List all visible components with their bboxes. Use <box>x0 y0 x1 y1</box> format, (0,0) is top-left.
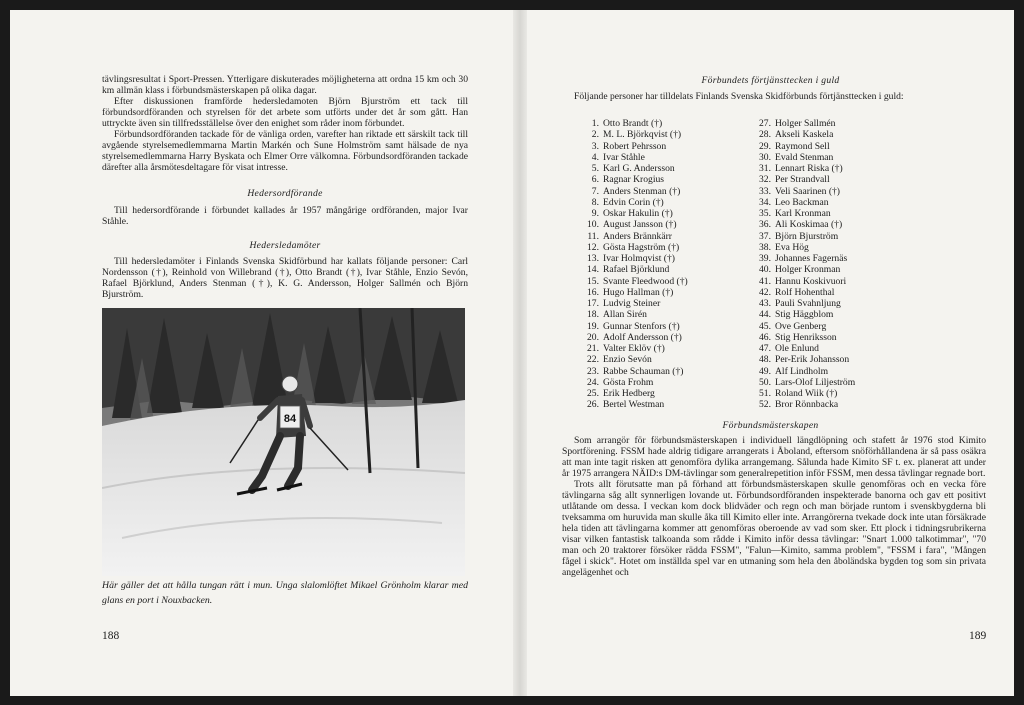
roster-number: 32. <box>759 174 771 186</box>
masterskapen-text-block <box>562 435 986 578</box>
roster-name: Eva Hög <box>775 241 809 253</box>
paragraph-hedersordforande <box>102 205 468 227</box>
roster-number: 36. <box>759 219 771 231</box>
roster-name: Lennart Riska (†) <box>775 163 843 174</box>
roster-name: Hannu Koskivuori <box>775 275 847 287</box>
roster-number: 17. <box>587 298 599 309</box>
book-spread <box>10 10 1014 696</box>
roster-name: Ivar Holmqvist (†) <box>603 253 675 264</box>
roster-name: Karl Kronman <box>775 208 831 219</box>
roster-item <box>749 309 855 320</box>
roster-item <box>577 141 688 152</box>
heading-fortjansttecken: Förbundets förtjänsttecken i guld <box>701 75 840 86</box>
roster-item <box>749 343 855 354</box>
heading-forbundsmasterskapen: Förbundsmästerskapen <box>722 420 819 431</box>
roster-item <box>749 399 855 410</box>
roster-item <box>577 186 688 197</box>
roster-number: 22. <box>587 354 599 366</box>
fortjansttecken-text: Följande personer har tilldelats Finlands Svenska Skidförbunds förtjänsttecken i guld: <box>574 91 904 102</box>
roster-item <box>749 152 855 163</box>
roster-name: Gunnar Stenfors (†) <box>603 320 680 332</box>
roster-item <box>577 321 688 332</box>
roster-name: Robert Pehrsson <box>603 140 667 152</box>
masterskapen-paragraph-2: Trots allt förutsatte man på förhand att förbundsmästerskapen skulle genomföras och en vecka före tävlingarna såg allt synnerligen lovande ut. Förbundsordföranden inspekterade banorna och gav ett positivt utlåtande om dessa. I veckan kom dock blidväder och regn och man började runtom i svenskbygderna bli tveksamma om huruvida man skulle åka till Kimito eller inte. Arrangörerna tvekade dock inte utan försäkrade hela tiden att tävlingarna kommer att genomföras oberoende av vad som sker. Ett plock i tidningsrubrikerna visar vilken fantastisk talkoanda som rådde i Kimito inför dessa tävlingar: "Snart 1.000 talkotimmar", "70 man och 20 traktorer försöker rädda FSSM", "Falun—Kimito, samma problem", "FSSM i fara", "Mången fågel i skick". Hotet om inställda spel var en utmaning som hela den åboländska bygden tog som sin privata angelägenhet och <box>562 479 986 578</box>
roster-name: Holger Sallmén <box>775 118 836 129</box>
roster-number: 18. <box>587 309 599 321</box>
roster-item <box>749 163 855 174</box>
roster-number: 48. <box>759 354 771 366</box>
roster-item <box>749 377 855 388</box>
roster-item <box>577 276 688 287</box>
roster-name: Enzio Sevón <box>603 354 652 366</box>
heading-hedersledamoter: Hedersledamöter <box>249 240 321 251</box>
roster-item <box>749 197 855 208</box>
roster-number: 28. <box>759 129 771 141</box>
roster-number: 30. <box>759 151 771 163</box>
intro-paragraph-1: tävlingsresultat i Sport-Pressen. Ytterligare diskuterades möjligheterna att ordna 15 km och 30 km allmän klass i förbundsmästerskapen på olika dagar. <box>102 74 468 96</box>
roster-name: Leo Backman <box>775 196 829 208</box>
roster-name: Evald Stenman <box>775 151 834 163</box>
roster-number: 1. <box>591 118 599 129</box>
roster-number: 13. <box>587 253 599 264</box>
roster-name: Gösta Frohm <box>603 376 654 388</box>
roster-number: 4. <box>591 151 599 163</box>
roster-number: 2. <box>591 129 599 141</box>
roster-name: Oskar Hakulin (†) <box>603 208 673 219</box>
roster-item <box>577 264 688 275</box>
roster-number: 46. <box>759 331 771 343</box>
roster-number: 7. <box>591 185 599 197</box>
roster-number: 10. <box>587 219 599 231</box>
hedersledamoter-text: Till hedersledamöter i Finlands Svenska Skidförbund har kallats följande personer: Carl Nordensson (†), Reinhold von Willebrand (†), Otto Brandt (†), Ivar Ståhle, Enzio Sevón, Rafael Björklund, Anders Stenman (†), K. G. Andersson, Holger Sallmén och Björn Bjurström. <box>102 256 468 300</box>
roster-name: M. L. Björkqvist (†) <box>603 129 682 141</box>
roster-number: 29. <box>759 140 771 152</box>
roster-item <box>577 332 688 343</box>
roster-number: 50. <box>759 376 771 388</box>
roster-item <box>749 242 855 253</box>
roster-number: 34. <box>759 196 771 208</box>
roster-number: 40. <box>759 264 771 276</box>
roster-number: 35. <box>759 208 771 219</box>
intro-paragraph-2: Efter diskussionen framförde hedersledamoten Björn Bjurström ett tack till förbundsordföranden och styrelsen för det arbete som utförts under det år som gått. Han uttryckte även sin tillfredsställelse över den enighet som råder inom förbundet. <box>102 96 468 129</box>
roster-column-left <box>577 118 688 411</box>
roster-item <box>577 219 688 230</box>
roster-item <box>577 366 688 377</box>
roster-number: 25. <box>587 388 599 399</box>
roster-number: 14. <box>587 264 599 276</box>
page-number-right: 189 <box>969 630 987 642</box>
page-number-left: 188 <box>102 630 120 642</box>
roster-item <box>577 377 688 388</box>
roster-name: Anders Brännkärr <box>603 230 672 242</box>
roster-item <box>577 208 688 219</box>
roster-name: Hugo Hallman (†) <box>603 286 674 298</box>
roster-item <box>577 118 688 129</box>
roster-item <box>749 186 855 197</box>
roster-number: 16. <box>587 286 599 298</box>
roster-name: Raymond Sell <box>775 140 830 152</box>
roster-number: 41. <box>759 275 771 287</box>
roster-name: Otto Brandt (†) <box>603 118 663 129</box>
roster-name: Roland Wiik (†) <box>775 388 838 399</box>
roster-item <box>577 129 688 140</box>
roster-name: Edvin Corin (†) <box>603 196 664 208</box>
bib-number: 84 <box>283 413 297 425</box>
roster-item <box>749 366 855 377</box>
paragraph-fortjansttecken <box>562 91 986 102</box>
roster-name: Johannes Fagernäs <box>775 253 848 264</box>
roster-name: August Jansson (†) <box>603 219 677 231</box>
roster-name: Bertel Westman <box>603 399 665 411</box>
roster-item <box>577 174 688 185</box>
roster-name: Björn Bjurström <box>775 230 839 242</box>
roster-number: 19. <box>587 320 599 332</box>
roster-number: 37. <box>759 230 771 242</box>
roster-item <box>749 388 855 399</box>
roster-number: 12. <box>587 241 599 253</box>
masterskapen-paragraph-1: Som arrangör för förbundsmästerskapen i individuell längdlöpning och stafett år 1976 stod Kimito Sportförening. FSSM hade aldrig tidigare arrangerats i Åboland, eftersom snöförhållandena är så pass osäkra att man inte tagit risken att genomföra dylika arrangemang. Sålunda hade Kimito SF t. ex. planerat att under år 1975 arrangera NÄID:s DM-tävlingar som generalrepetition inför FSSM, men dessa tävlingar regnade bort. <box>562 435 986 479</box>
book-gutter <box>513 10 527 696</box>
roster-item <box>577 399 688 410</box>
roster-number: 9. <box>591 208 599 219</box>
roster-item <box>577 152 688 163</box>
slalom-photo <box>102 308 465 576</box>
roster-item <box>577 231 688 242</box>
roster-number: 15. <box>587 275 599 287</box>
roster-number: 24. <box>587 376 599 388</box>
roster-item <box>749 354 855 365</box>
roster-item <box>577 343 688 354</box>
roster-item <box>577 287 688 298</box>
roster-name: Bror Rönnbacka <box>775 399 839 411</box>
heading-hedersordforande: Hedersordförande <box>247 188 323 199</box>
roster-number: 21. <box>587 343 599 354</box>
roster-name: Pauli Svahnljung <box>775 298 841 309</box>
roster-item <box>749 276 855 287</box>
roster-item <box>749 231 855 242</box>
roster-number: 38. <box>759 241 771 253</box>
roster-name: Ludvig Steiner <box>603 298 661 309</box>
slalom-photo-illustration <box>102 308 465 576</box>
roster-item <box>749 208 855 219</box>
intro-paragraph-3: Förbundsordföranden tackade för de vänliga orden, varefter han riktade ett särskilt tack till avgående styrelsemedlemmarna Martin Markén och Sune Holmström samt hälsade de nya styrelsemedlemmarna Harry Byskata och Elmer Orre välkomna. Förbundsordföranden tackade därefter alla årsmötesdeltagare för visat intresse. <box>102 129 468 173</box>
roster-item <box>577 309 688 320</box>
roster-name: Karl G. Andersson <box>603 163 675 174</box>
roster-item <box>749 219 855 230</box>
roster-number: 3. <box>591 140 599 152</box>
roster-name: Anders Stenman (†) <box>603 185 681 197</box>
roster-item <box>749 174 855 185</box>
roster-number: 43. <box>759 298 771 309</box>
roster-name: Holger Kronman <box>775 264 841 276</box>
roster-name: Akseli Kaskela <box>775 129 834 141</box>
roster-number: 47. <box>759 343 771 354</box>
right-page <box>527 10 1014 696</box>
paragraph-hedersledamoter <box>102 256 468 300</box>
roster-number: 51. <box>759 388 771 399</box>
roster-name: Rabbe Schauman (†) <box>603 365 684 377</box>
hedersordforande-text: Till hedersordförande i förbundet kallades år 1957 mångårige ordföranden, major Ivar Ståhle. <box>102 205 468 227</box>
roster-name: Ali Koskimaa (†) <box>775 219 843 231</box>
roster-item <box>577 354 688 365</box>
roster-item <box>749 141 855 152</box>
roster-item <box>749 129 855 140</box>
roster-number: 39. <box>759 253 771 264</box>
roster-item <box>749 298 855 309</box>
roster-name: Veli Saarinen (†) <box>775 185 841 197</box>
photo-caption: Här gäller det att hålla tungan rätt i mun. Unga slalomlöftet Mikael Grönholm klarar med glans en port i Nouxbacken. <box>102 580 468 606</box>
roster-number: 42. <box>759 286 771 298</box>
roster-number: 26. <box>587 399 599 411</box>
roster-name: Alf Lindholm <box>775 365 829 377</box>
roster-name: Stig Henriksson <box>775 331 837 343</box>
roster-name: Ole Enlund <box>775 343 819 354</box>
roster-item <box>577 253 688 264</box>
roster-column-right <box>749 118 855 411</box>
roster-number: 45. <box>759 320 771 332</box>
roster-item <box>749 287 855 298</box>
roster-item <box>577 242 688 253</box>
roster-item <box>577 163 688 174</box>
roster-name: Rolf Hohenthal <box>775 286 835 298</box>
roster-number: 8. <box>591 196 599 208</box>
roster-name: Per-Erik Johansson <box>775 354 850 366</box>
roster-name: Lars-Olof Liljeström <box>775 376 856 388</box>
roster-name: Svante Fleedwood (†) <box>603 275 688 287</box>
roster-number: 52. <box>759 399 771 411</box>
roster-name: Ove Genberg <box>775 320 827 332</box>
roster-name: Gösta Hagström (†) <box>603 241 680 253</box>
roster-number: 5. <box>591 163 599 174</box>
roster-name: Rafael Björklund <box>603 264 670 276</box>
roster-number: 33. <box>759 185 771 197</box>
roster-number: 27. <box>759 118 771 129</box>
roster-number: 6. <box>591 174 599 186</box>
roster-item <box>577 197 688 208</box>
roster-number: 31. <box>759 163 771 174</box>
roster-name: Valter Eklöv (†) <box>603 343 665 354</box>
roster-item <box>577 298 688 309</box>
roster-item <box>749 264 855 275</box>
left-page <box>10 10 513 696</box>
roster-number: 11. <box>587 230 599 242</box>
roster-name: Allan Sirén <box>603 309 647 321</box>
roster-item <box>749 332 855 343</box>
roster-name: Ragnar Krogius <box>603 174 665 186</box>
intro-text-block <box>102 74 468 173</box>
roster-number: 44. <box>759 309 771 321</box>
roster-name: Adolf Andersson (†) <box>603 331 682 343</box>
roster-name: Ivar Ståhle <box>603 151 645 163</box>
roster-number: 20. <box>587 331 599 343</box>
roster-number: 49. <box>759 365 771 377</box>
roster-item <box>749 253 855 264</box>
roster-item <box>749 118 855 129</box>
roster-item <box>577 388 688 399</box>
roster-item <box>749 321 855 332</box>
roster-name: Stig Häggblom <box>775 309 834 321</box>
roster-name: Per Strandvall <box>775 174 830 186</box>
roster-name: Erik Hedberg <box>603 388 655 399</box>
roster-number: 23. <box>587 365 599 377</box>
